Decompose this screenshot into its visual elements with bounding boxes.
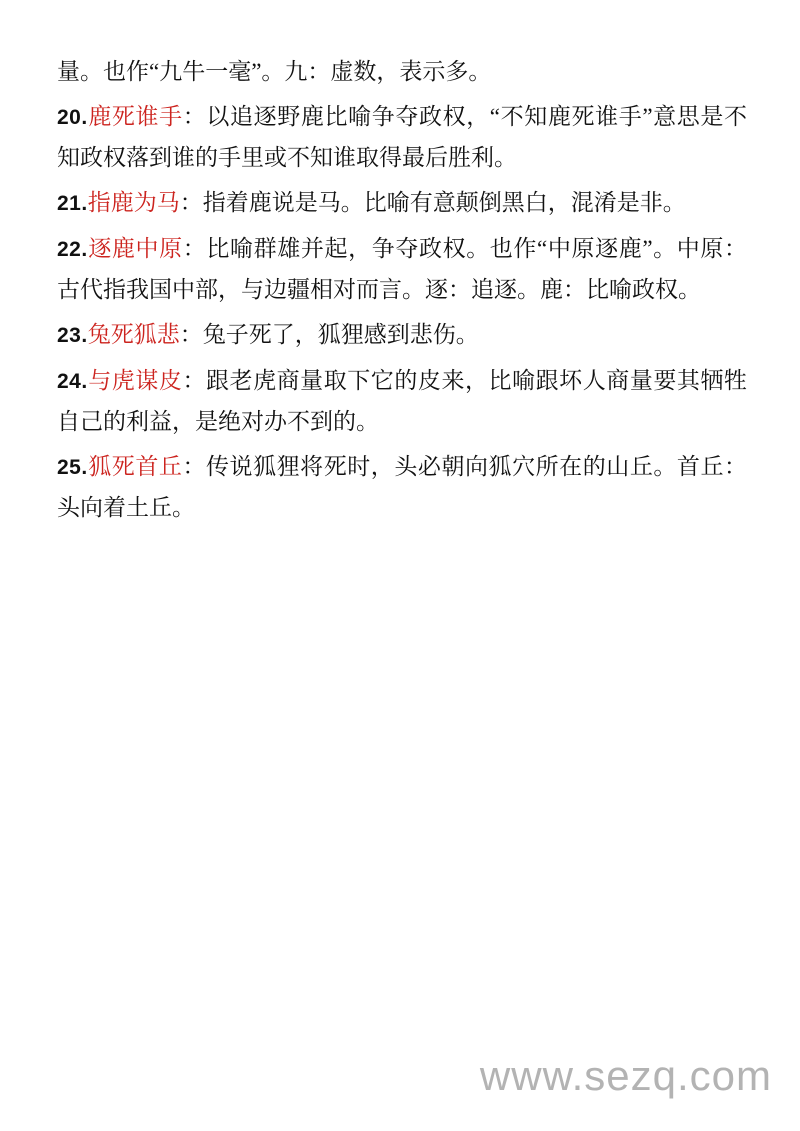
entry-number: 22. (57, 238, 88, 261)
idiom-term: 鹿死谁手 (87, 104, 183, 129)
idiom-definition: ：兔子死了，狐狸感到悲伤。 (179, 322, 479, 347)
idiom-definition: ：指着鹿说是马。比喻有意颠倒黑白，混淆是非。 (179, 190, 686, 215)
idiom-entry-20 (57, 97, 747, 178)
site-watermark: www.sezq.com (479, 1052, 772, 1099)
idiom-term: 逐鹿中原 (87, 236, 183, 261)
idiom-definition: ：传说狐狸将死时，头必朝向狐穴所在的山丘。首丘：头向着土丘。 (57, 454, 748, 520)
idiom-entry-25 (57, 447, 747, 528)
continuation-text: 量。也作“九牛一毫”。九：虚数，表示多。 (57, 59, 492, 84)
idiom-entry-24 (57, 361, 747, 442)
idiom-term: 指鹿为马 (87, 190, 180, 215)
idiom-definition: ：以追逐野鹿比喻争夺政权，“不知鹿死谁手”意思是不知政权落到谁的手里或不知谁取得最后胜利。 (57, 104, 748, 170)
document-body (57, 52, 747, 533)
idiom-term: 与虎谋皮 (87, 368, 183, 393)
idiom-entry-23 (57, 315, 747, 356)
idiom-entry-22 (57, 229, 747, 310)
entry-number: 25. (57, 456, 88, 479)
entry-number: 20. (57, 106, 88, 129)
idiom-entry-21 (57, 183, 747, 224)
idiom-definition: ：比喻群雄并起，争夺政权。也作“中原逐鹿”。中原：古代指我国中部，与边疆相对而言。逐：追逐。鹿：比喻政权。 (57, 236, 748, 302)
idiom-definition: ：跟老虎商量取下它的皮来，比喻跟坏人商量要其牺牲自己的利益，是绝对办不到的。 (57, 368, 748, 434)
entry-number: 21. (57, 192, 88, 215)
continuation-paragraph (57, 52, 747, 92)
idiom-term: 兔死狐悲 (87, 322, 180, 347)
entry-number: 24. (57, 370, 88, 393)
entry-number: 23. (57, 324, 88, 347)
idiom-term: 狐死首丘 (87, 454, 183, 479)
